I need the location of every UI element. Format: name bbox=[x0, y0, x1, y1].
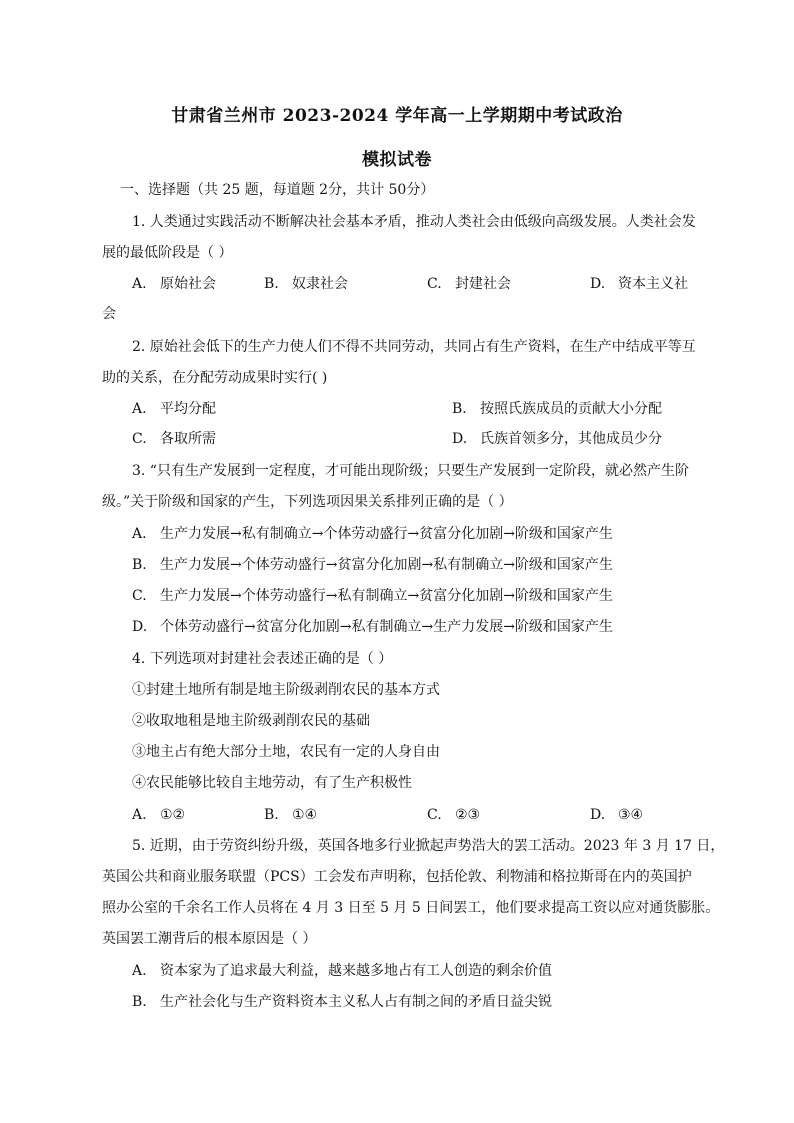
option-text: 封建社会 bbox=[455, 276, 511, 292]
q1-option-d-wrap: 会 bbox=[102, 306, 116, 322]
option-text: 各取所需 bbox=[160, 431, 216, 447]
option-text: 资本主义社 bbox=[618, 276, 688, 292]
option-key: B. bbox=[264, 276, 279, 292]
q4-stem: 4. 下列选项对封建社会表述正确的是（ ） bbox=[132, 651, 393, 667]
q2-option-b bbox=[452, 400, 662, 418]
q1-option-a bbox=[132, 275, 216, 293]
q4-item-1: ①封建土地所有制是地主阶级剥削农民的基本方式 bbox=[132, 682, 440, 698]
option-text: 生产力发展→个体劳动盛行→贫富分化加剧→私有制确立→阶级和国家产生 bbox=[160, 557, 613, 573]
option-key: D. bbox=[590, 807, 606, 823]
option-text: 生产力发展→私有制确立→个体劳动盛行→贫富分化加剧→阶级和国家产生 bbox=[160, 526, 613, 542]
q4-option-d bbox=[590, 806, 643, 824]
option-key: C. bbox=[132, 588, 147, 604]
q3-option-a bbox=[132, 525, 613, 543]
q2-option-d bbox=[452, 430, 662, 448]
q4-option-a bbox=[132, 806, 185, 824]
option-text: 资本家为了追求最大利益，越来越多地占有工人创造的剩余价值 bbox=[160, 963, 552, 979]
q2-option-a bbox=[132, 400, 216, 418]
option-key: B. bbox=[132, 994, 147, 1010]
option-key: D. bbox=[132, 619, 148, 635]
option-key: C. bbox=[427, 807, 442, 823]
option-key: A. bbox=[132, 401, 147, 417]
q5-option-a bbox=[132, 962, 552, 980]
q4-option-b bbox=[264, 806, 317, 824]
option-text: ③④ bbox=[618, 807, 644, 823]
option-key: A. bbox=[132, 526, 147, 542]
q3-stem-line2: 级。”关于阶级和国家的产生，下列选项因果关系排列正确的是（ ） bbox=[102, 494, 513, 510]
q1-stem-line1: 1. 人类通过实践活动不断解决社会基本矛盾，推动人类社会由低级向高级发展。人类社会发 bbox=[132, 214, 696, 230]
q3-option-c bbox=[132, 587, 613, 605]
q1-option-d bbox=[590, 275, 688, 293]
option-text: 生产力发展→个体劳动盛行→私有制确立→贫富分化加剧→阶级和国家产生 bbox=[160, 588, 613, 604]
option-text: ①② bbox=[160, 807, 186, 823]
section-heading: 一、选择题（共 25 题，每道题 2分，共计 50分） bbox=[120, 182, 435, 198]
q5-option-b bbox=[132, 993, 552, 1011]
page-title: 甘肃省兰州市 2023-2024 学年高一上学期期中考试政治 bbox=[171, 106, 623, 126]
q2-stem-line2: 助的关系，在分配劳动成果时实行( ) bbox=[102, 370, 328, 386]
option-key: B. bbox=[264, 807, 279, 823]
q1-option-c bbox=[427, 275, 511, 293]
option-key: A. bbox=[132, 276, 147, 292]
q5-stem-line2: 英国公共和商业服务联盟（PCS）工会发布声明称，包括伦敦、利物浦和格拉斯哥在内的英国护 bbox=[102, 869, 692, 885]
option-text: 个体劳动盛行→贫富分化加剧→私有制确立→生产力发展→阶级和国家产生 bbox=[160, 619, 613, 635]
q2-stem-line1: 2. 原始社会低下的生产力使人们不得不共同劳动，共同占有生产资料，在生产中结成平等互 bbox=[132, 339, 696, 355]
option-text: 奴隶社会 bbox=[292, 276, 348, 292]
q3-stem-line1: 3. “只有生产发展到一定程度，才可能出现阶级；只要生产发展到一定阶段，就必然产生阶 bbox=[132, 463, 689, 479]
option-text: ①④ bbox=[292, 807, 318, 823]
option-key: B. bbox=[132, 557, 147, 573]
q1-option-b bbox=[264, 275, 348, 293]
q3-option-d bbox=[132, 618, 613, 636]
option-text: ②③ bbox=[455, 807, 481, 823]
option-key: D. bbox=[452, 431, 468, 447]
q4-item-3: ③地主占有绝大部分土地，农民有一定的人身自由 bbox=[132, 744, 440, 760]
option-text: 生产社会化与生产资料资本主义私人占有制之间的矛盾日益尖锐 bbox=[160, 994, 552, 1010]
q5-stem-line1: 5. 近期，由于劳资纠纷升级，英国各地多行业掀起声势浩大的罢工活动。2023 年 3 月 17 日， bbox=[132, 838, 725, 854]
page-subtitle: 模拟试卷 bbox=[362, 150, 432, 170]
q2-option-c bbox=[132, 430, 216, 448]
option-key: C. bbox=[132, 431, 147, 447]
option-key: A. bbox=[132, 807, 147, 823]
option-text: 氏族首领多分，其他成员少分 bbox=[480, 431, 662, 447]
option-text: 平均分配 bbox=[160, 401, 216, 417]
q3-option-b bbox=[132, 556, 613, 574]
option-key: A. bbox=[132, 963, 147, 979]
option-text: 原始社会 bbox=[160, 276, 216, 292]
q5-stem-line4: 英国罢工潮背后的根本原因是（ ） bbox=[102, 931, 317, 947]
option-key: D. bbox=[590, 276, 606, 292]
option-text: 按照氏族成员的贡献大小分配 bbox=[480, 401, 662, 417]
q1-stem-line2: 展的最低阶段是（ ） bbox=[102, 245, 233, 261]
q4-option-c bbox=[427, 806, 480, 824]
option-key: B. bbox=[452, 401, 467, 417]
q5-stem-line3: 照办公室的千余名工作人员将在 4 月 3 日至 5 月 5 日间罢工，他们要求提高工资以应对通货膨胀。 bbox=[102, 900, 720, 916]
q4-item-2: ②收取地租是地主阶级剥削农民的基础 bbox=[132, 713, 370, 729]
q4-item-4: ④农民能够比较自主地劳动，有了生产积极性 bbox=[132, 775, 412, 791]
option-key: C. bbox=[427, 276, 442, 292]
